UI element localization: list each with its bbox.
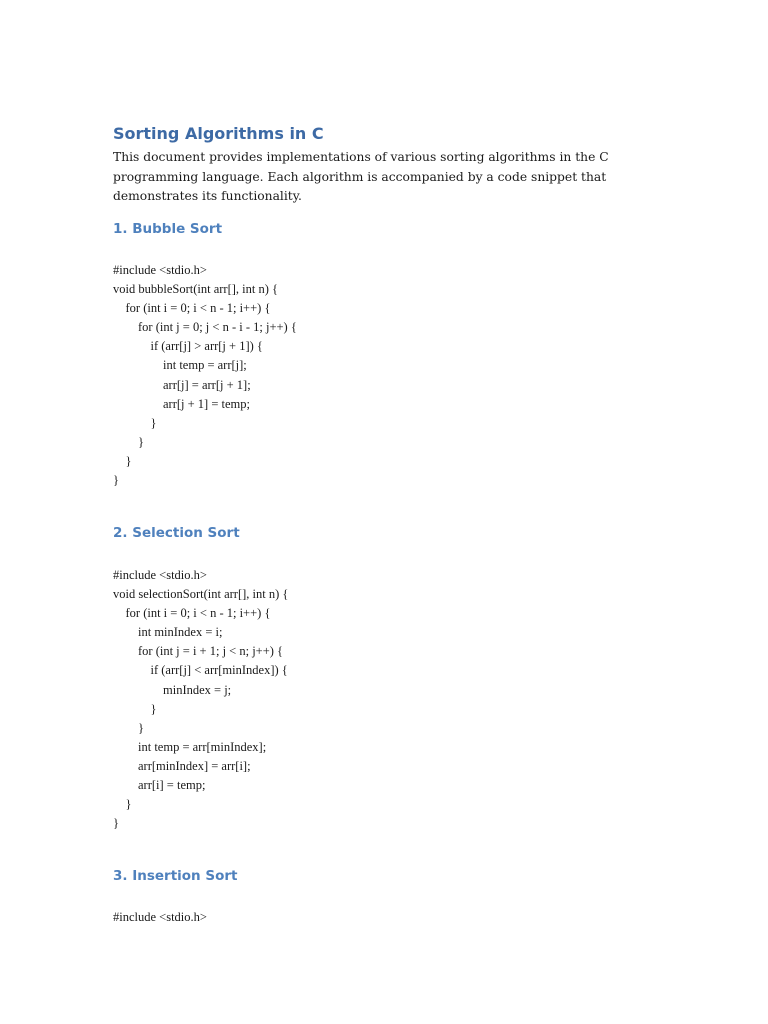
code-block-insertion-sort: #include <stdio.h> bbox=[113, 910, 207, 924]
section-heading-bubble-sort: 1. Bubble Sort bbox=[113, 221, 223, 237]
document-title: Sorting Algorithms in C bbox=[113, 124, 324, 143]
section-heading-insertion-sort: 3. Insertion Sort bbox=[113, 868, 238, 884]
intro-paragraph: This document provides implementations of various sorting algorithms in the C programming language. Each algorithm is accompanied by a code snippet that demonstrates its functionality. bbox=[113, 150, 609, 204]
code-block-selection-sort: #include <stdio.h> void selectionSort(int arr[], int n) { for (int i = 0; i < n - 1; i++) { int minIndex = i; for (int j = i + 1; j < n; j++) { if (arr[j] < arr[minIndex]) { minIndex = j; } } int temp = arr[minIndex]; arr[minIndex] = arr[i]; arr[i] = temp; } } bbox=[113, 568, 289, 831]
section-heading-selection-sort: 2. Selection Sort bbox=[113, 525, 240, 541]
code-block-bubble-sort: #include <stdio.h> void bubbleSort(int arr[], int n) { for (int i = 0; i < n - 1; i++) { for (int j = 0; j < n - i - 1; j++) { if (arr[j] > arr[j + 1]) { int temp = arr[j]; arr[j] = arr[j + 1]; arr[j + 1] = temp; } } } } bbox=[113, 263, 297, 488]
